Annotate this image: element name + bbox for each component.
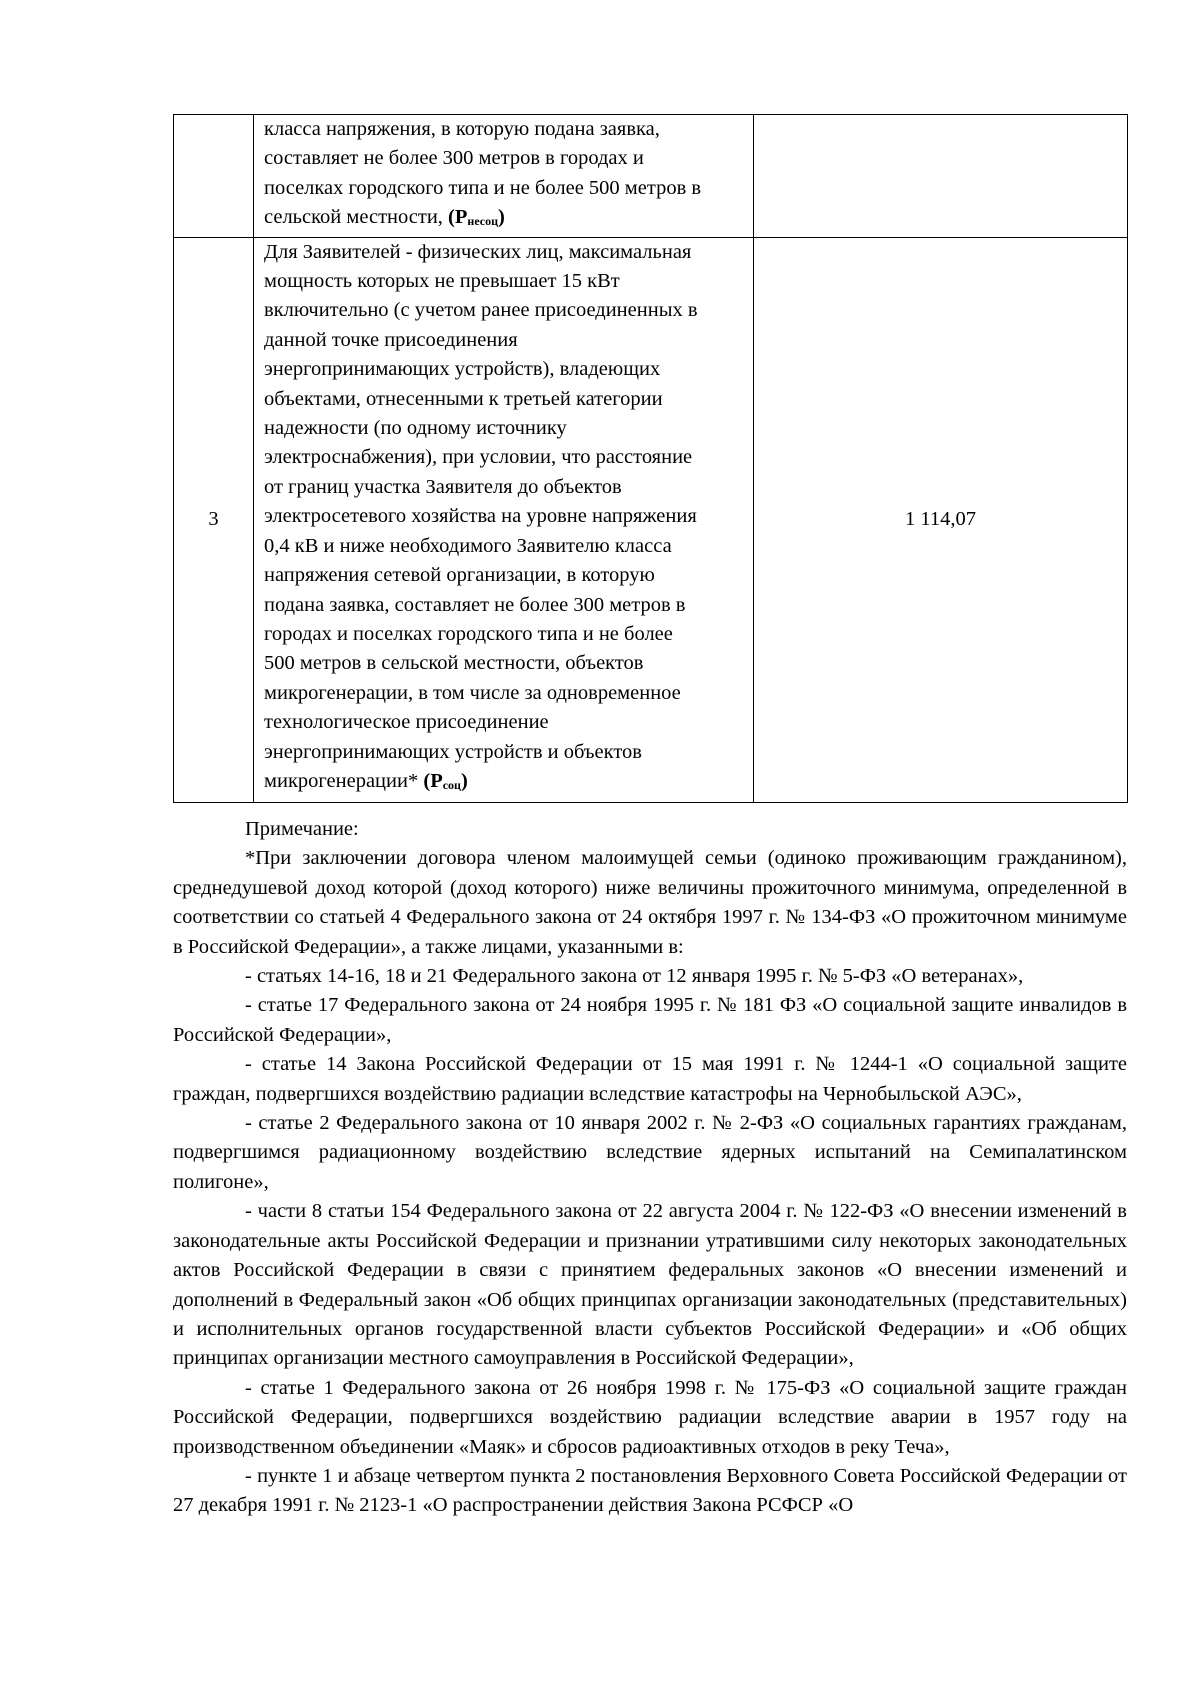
tariff-table [173, 114, 1128, 803]
row-value-cell [754, 115, 1128, 238]
row-description-cell [254, 115, 754, 238]
desc-line: 0,4 кВ и ниже необходимого Заявителю класса [264, 534, 672, 557]
desc-line: микрогенерации, в том числе за одновременное [264, 681, 681, 704]
note-paragraph: - статье 2 Федерального закона от 10 января 2002 г. № 2-ФЗ «О социальных гарантиях гражданам, подвергшимся радиационному воздействию вследствие ядерных испытаний на Семипалатинском полигоне», [173, 1112, 1127, 1193]
desc-line: 500 метров в сельской местности, объектов [264, 652, 644, 675]
table-row [174, 237, 1128, 802]
desc-line: поселках городского типа и не более 500 метров в [264, 176, 702, 199]
note-paragraph: - части 8 статьи 154 Федерального закона от 22 августа 2004 г. № 122-ФЗ «О внесении изменений в законодательные акты Российской Федерации и признании утратившими силу некоторых законодательных актов Российской Федерации в связи с принятием федеральных законов «О внесении изменений и дополнений в Федеральный закон «Об общих принципах организации законодательных (представительных) и исполнительных органов государственной власти субъектов Российской Федерации» и «Об общих принципах организации местного самоуправления в Российской Федерации», [173, 1200, 1127, 1370]
desc-line: Для Заявителей - физических лиц, максимальная [264, 240, 692, 263]
desc-line: электроснабжения), при условии, что расстояние [264, 446, 693, 469]
desc-line: сельской местности, $(P_{несоц})$ [264, 206, 505, 229]
formula-label: $(P_{соц})$ [423, 769, 468, 792]
desc-line: составляет не более 300 метров в городах и [264, 147, 644, 170]
desc-line: надежности (по одному источнику [264, 417, 567, 440]
desc-line: класса напряжения, в которую подана заявка, [264, 118, 660, 140]
desc-line: микрогенерации* $(P_{соц})$ [264, 769, 468, 792]
row-number-cell: 3 [174, 237, 254, 802]
row-number-cell [174, 115, 254, 238]
desc-line: электросетевого хозяйства на уровне напряжения [264, 505, 697, 528]
note-paragraph: - статье 17 Федерального закона от 24 ноября 1995 г. № 181 ФЗ «О социальной защите инвалидов в Российской Федерации», [173, 994, 1127, 1046]
desc-line: технологическое присоединение [264, 711, 549, 734]
desc-line: энергопринимающих устройств и объектов [264, 740, 642, 763]
desc-line: городах и поселках городского типа и не более [264, 622, 673, 645]
desc-line: подана заявка, составляет не более 300 метров в [264, 593, 686, 616]
desc-line: объектами, отнесенными к третьей категории [264, 387, 663, 410]
desc-line: энергопринимающих устройств), владеющих [264, 358, 661, 381]
note-paragraph: - статьях 14-16, 18 и 21 Федерального закона от 12 января 1995 г. № 5-ФЗ «О ветеранах», [245, 965, 1024, 988]
desc-line: включительно (с учетом ранее присоединенных в [264, 299, 698, 322]
table-row [174, 115, 1128, 238]
note-paragraph: *При заключении договора членом малоимущей семьи (одиноко проживающим гражданином), среднедушевой доход которой (доход которого) ниже величины прожиточного минимума, определенной в соответствии со статьей 4 Федерального закона от 24 октября 1997 г. № 134-ФЗ «О прожиточном минимуме в Российской Федерации», а также лицами, указанными в: [173, 847, 1127, 958]
desc-line: напряжения сетевой организации, в которую [264, 564, 655, 587]
notes-section [173, 815, 1127, 1521]
notes-title: Примечание: [245, 818, 359, 840]
desc-line: от границ участка Заявителя до объектов [264, 475, 622, 498]
formula-label: $(P_{несоц})$ [448, 206, 505, 229]
desc-line: мощность которых не превышает 15 кВт [264, 270, 620, 293]
desc-line: данной точке присоединения [264, 328, 518, 351]
note-paragraph: - пункте 1 и абзаце четвертом пункта 2 постановления Верховного Совета Российской Федерации от 27 декабря 1991 г. № 2123-1 «О распространении действия Закона РСФСР «О [173, 1464, 1127, 1517]
row-value-cell: 1 114,07 [754, 237, 1128, 802]
note-paragraph: - статье 1 Федерального закона от 26 ноября 1998 г. № 175-ФЗ «О социальной защите граждан Российской Федерации, подвергшихся воздействию радиации вследствие аварии в 1957 году на производственном объединении «Маяк» и сбросов радиоактивных отходов в реку Теча», [173, 1376, 1127, 1458]
row-description-cell [254, 237, 754, 802]
note-paragraph: - статье 14 Закона Российской Федерации от 15 мая 1991 г. № 1244-1 «О социальной защите граждан, подвергшихся воздействию радиации вследствие катастрофы на Чернобыльской АЭС», [173, 1053, 1127, 1105]
